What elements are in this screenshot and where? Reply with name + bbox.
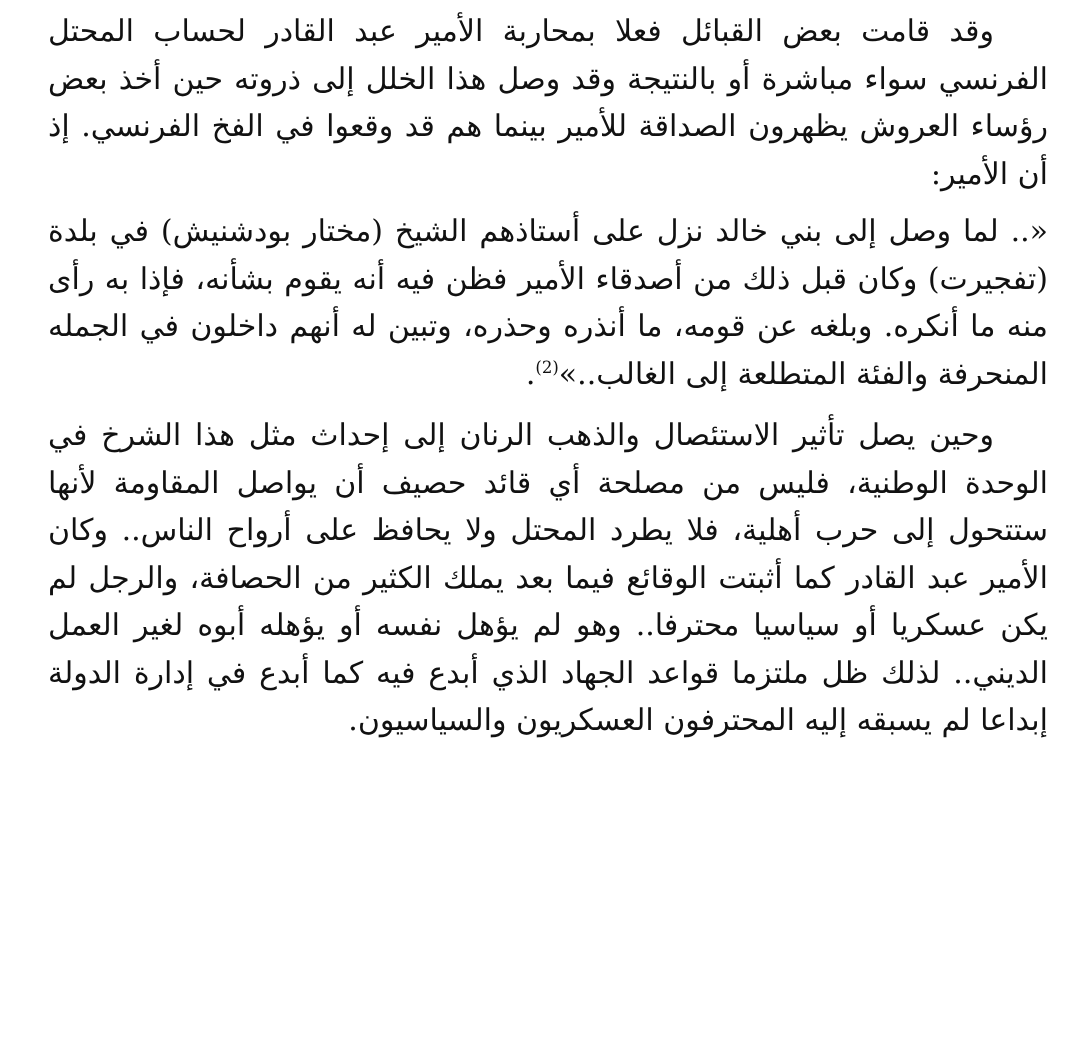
intro-paragraph: وقد قامت بعض القبائل فعلا بمحاربة الأمير عبد القادر لحساب المحتل الفرنسي سواء مباشرة أو بالنتيجة وقد وصل هذا الخلل إلى ذروته حين أخذ بعض رؤساء العروش يظهرون الصداقة للأمير بينما هم قد وقعوا في الفخ الفرنسي. إذ أن الأمير: [48, 14, 1048, 192]
analysis-paragraph: وحين يصل تأثير الاستئصال والذهب الرنان إلى إحداث مثل هذا الشرخ في الوحدة الوطنية، فليس من مصلحة أي قائد حصيف أن يواصل المقاومة لأنها ستتحول إلى حرب أهلية، فلا يطرد المحتل ولا يحافظ على أرواح الناس.. وكان الأمير عبد القادر كما أثبتت الوقائع فيما بعد يملك الكثير من الحصافة، والرجل لم يكن عسكريا أو سياسيا محترفا.. وهو لم يؤهل نفسه أو يؤهله أبوه لغير العمل الديني.. لذلك ظل ملتزما قواعد الجهاد الذي أبدع فيه كما أبدع في إدارة الدولة إبداعا لم يسبقه إليه المحترفون العسكريون والسياسيون. [48, 418, 1048, 738]
footnote-reference[interactable]: (2) [535, 357, 559, 377]
quoted-passage [48, 208, 1048, 398]
quoted-passage-text: «.. لما وصل إلى بني خالد نزل على أستاذهم الشيخ (مختار بودشنيش) في بلدة (تفجيرت) وكان قبل ذلك من أصدقاء الأمير فظن فيه أنه يقوم بشأنه، فإذا به رأى منه ما أنكره. وبلغه عن قومه، ما أنذره وحذره، وتبين له أنهم داخلون في الجمله المنحرفة والفئة المتطلعة إلى الغالب..» [48, 214, 1048, 392]
quote-end-punctuation: . [525, 356, 536, 392]
book-page [48, 0, 1048, 1052]
